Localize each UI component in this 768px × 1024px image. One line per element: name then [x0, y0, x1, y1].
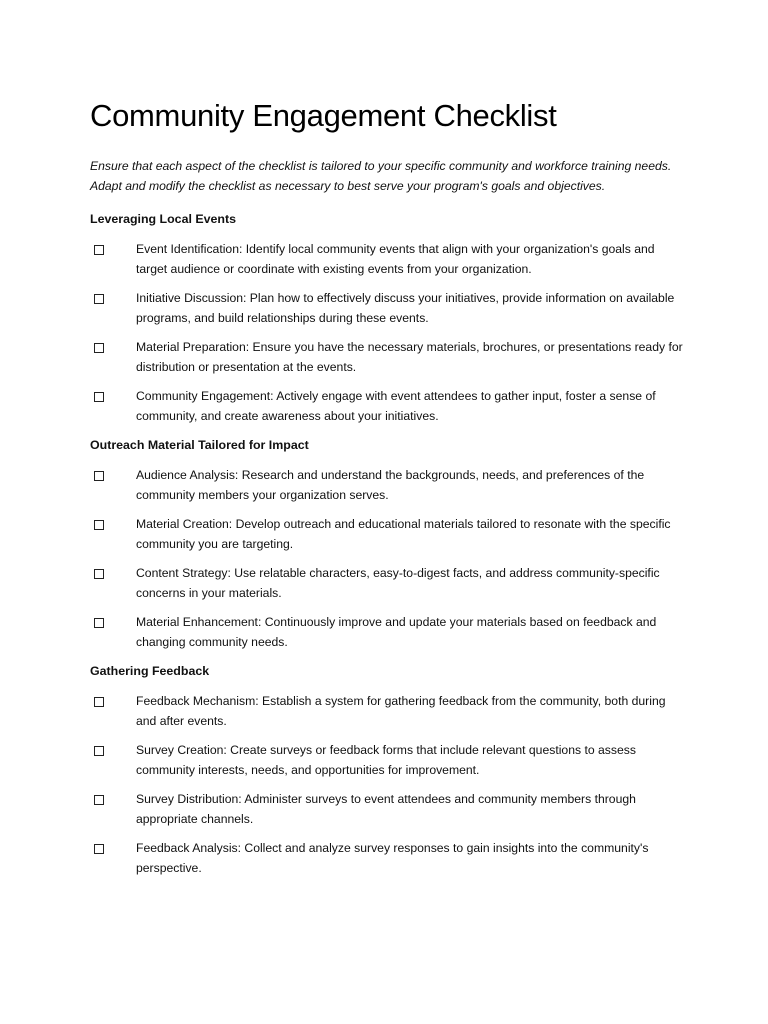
checklist-item-text: Survey Distribution: Administer surveys to event attendees and community members through appropriate channels. [136, 792, 636, 826]
checklist-document [90, 96, 690, 888]
checklist-item [90, 289, 690, 328]
checklist-item-text: Event Identification: Identify local community events that align with your organization's goals and target audience or coordinate with existing events from your organization. [136, 242, 655, 276]
checklist [90, 466, 690, 652]
checklist-item [90, 338, 690, 377]
checklist-item [90, 564, 690, 603]
checklist-item-text: Audience Analysis: Research and understand the backgrounds, needs, and preferences of the community members your organization serves. [136, 468, 645, 502]
checklist-item [90, 387, 690, 426]
checklist-item [90, 466, 690, 505]
section-heading: Gathering Feedback [90, 664, 210, 678]
checkbox[interactable] [94, 844, 104, 854]
checklist-item-text: Material Preparation: Ensure you have the necessary materials, brochures, or presentations ready for distribution or presentation at the events. [136, 340, 683, 374]
checkbox[interactable] [94, 520, 104, 530]
checklist-item [90, 692, 690, 731]
checklist-item [90, 240, 690, 279]
checklist-item-text: Community Engagement: Actively engage with event attendees to gather input, foster a sense of community, and create awareness about your initiatives. [136, 389, 656, 423]
checkbox[interactable] [94, 795, 104, 805]
checklist-item-text: Initiative Discussion: Plan how to effectively discuss your initiatives, provide information on available programs, and build relationships during these events. [136, 291, 675, 325]
checklist [90, 240, 690, 426]
checklist-item [90, 790, 690, 829]
section-leveraging-local-events [90, 210, 690, 426]
section-heading: Outreach Material Tailored for Impact [90, 438, 309, 452]
intro-paragraph: Ensure that each aspect of the checklist is tailored to your specific community and workforce training needs. Adapt and modify the checklist as necessary to best serve your program's goals and objectives. [90, 159, 672, 193]
checkbox[interactable] [94, 294, 104, 304]
checklist-item-text: Material Creation: Develop outreach and educational materials tailored to resonate with the specific community you are targeting. [136, 517, 671, 551]
checklist-item [90, 515, 690, 554]
checkbox[interactable] [94, 746, 104, 756]
checklist-item [90, 741, 690, 780]
checklist [90, 692, 690, 878]
checklist-item-text: Feedback Mechanism: Establish a system for gathering feedback from the community, both during and after events. [136, 694, 666, 728]
checklist-item-text: Survey Creation: Create surveys or feedback forms that include relevant questions to assess community interests, needs, and opportunities for improvement. [136, 743, 636, 777]
checkbox[interactable] [94, 471, 104, 481]
page-title: Community Engagement Checklist [90, 98, 557, 133]
checklist-item [90, 613, 690, 652]
section-heading: Leveraging Local Events [90, 212, 236, 226]
section-outreach-material [90, 436, 690, 652]
section-gathering-feedback [90, 662, 690, 878]
checkbox[interactable] [94, 343, 104, 353]
checkbox[interactable] [94, 245, 104, 255]
checkbox[interactable] [94, 697, 104, 707]
checklist-item-text: Content Strategy: Use relatable characters, easy-to-digest facts, and address community-specific concerns in your materials. [136, 566, 660, 600]
checkbox[interactable] [94, 392, 104, 402]
checklist-item-text: Feedback Analysis: Collect and analyze survey responses to gain insights into the community's perspective. [136, 841, 649, 875]
checklist-item [90, 839, 690, 878]
checkbox[interactable] [94, 569, 104, 579]
checkbox[interactable] [94, 618, 104, 628]
checklist-item-text: Material Enhancement: Continuously improve and update your materials based on feedback and changing community needs. [136, 615, 657, 649]
